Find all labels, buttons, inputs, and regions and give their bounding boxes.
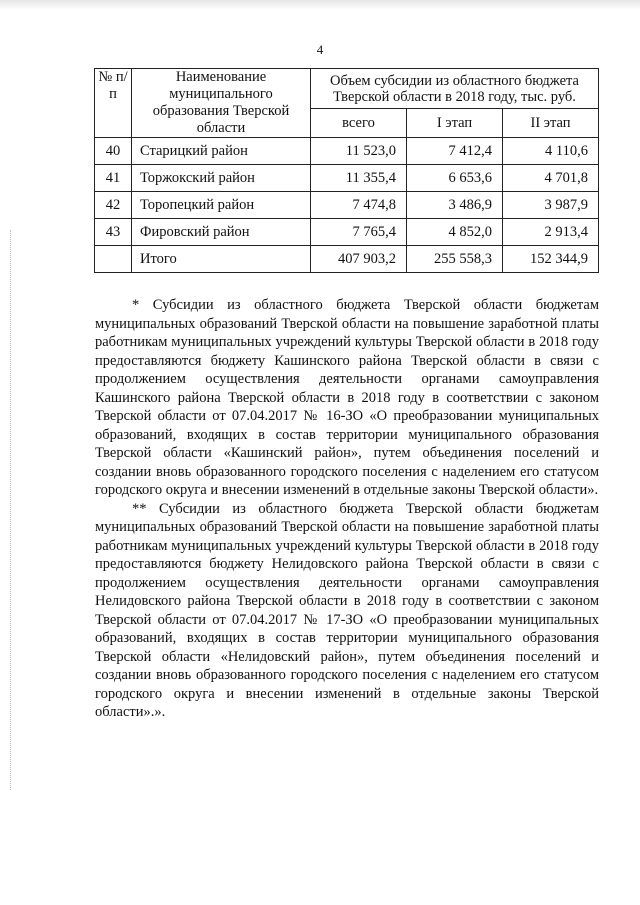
row-stage2: 2 913,4: [503, 219, 599, 246]
table-row: [95, 219, 599, 246]
header-num: № п/п: [95, 69, 132, 138]
row-total: 11 355,4: [311, 165, 407, 192]
row-name: Торжокский район: [132, 165, 311, 192]
row-stage1: 7 412,4: [407, 138, 503, 165]
total-row-label: Итого: [132, 246, 311, 273]
row-num: 41: [95, 165, 132, 192]
total-row-total: 407 903,2: [311, 246, 407, 273]
header-subsidy-volume: Объем субсидии из областного бюджета Тверской области в 2018 году, тыс. руб.: [311, 69, 599, 109]
row-num: 42: [95, 192, 132, 219]
scan-edge-top: [0, 0, 640, 10]
table-total-row: [95, 246, 599, 273]
row-name: Старицкий район: [132, 138, 311, 165]
scan-edge-left: [10, 230, 12, 790]
total-row-stage1: 255 558,3: [407, 246, 503, 273]
header-name: Наименование муниципального образования Тверской области: [132, 69, 311, 138]
row-stage2: 4 701,8: [503, 165, 599, 192]
row-stage2: 4 110,6: [503, 138, 599, 165]
row-total: 7 765,4: [311, 219, 407, 246]
row-num: 43: [95, 219, 132, 246]
row-num: 40: [95, 138, 132, 165]
row-name: Торопецкий район: [132, 192, 311, 219]
footnote-2: ** Субсидии из областного бюджета Тверской области бюджетам муниципальных образований Тверской области на повышение заработной платы работникам муниципальных учреждений культуры Тверской области в 2018 году предоставляются бюджету Нелидовского района Тверской области в связи с продолжением осуществления деятельности органами самоуправления Нелидовского района Тверской области в 2018 году в соответствии с законом Тверской области от 07.04.2017 № 17-ЗО «О преобразовании муниципальных образований, входящих в состав территории муниципального образования Тверской области «Нелидовский район», путем объединения поселений и создании вновь образованного городского поселения с наделением его статусом городского округа и внесении изменений в отдельные законы Тверской области».».: [95, 500, 599, 720]
total-row-stage2: 152 344,9: [503, 246, 599, 273]
row-total: 11 523,0: [311, 138, 407, 165]
header-stage2: II этап: [503, 109, 599, 138]
header-stage1: I этап: [407, 109, 503, 138]
total-row-num: [95, 246, 132, 273]
row-stage1: 6 653,6: [407, 165, 503, 192]
row-total: 7 474,8: [311, 192, 407, 219]
row-stage1: 4 852,0: [407, 219, 503, 246]
header-total: всего: [311, 109, 407, 138]
footnotes: [95, 296, 599, 722]
row-name: Фировский район: [132, 219, 311, 246]
footnote-1: * Субсидии из областного бюджета Тверской области бюджетам муниципальных образований Тверской области на повышение заработной платы работникам муниципальных учреждений культуры Тверской области в 2018 году предоставляются бюджету Кашинского района Тверской области в связи с продолжением осуществления деятельности органами самоуправления Кашинского района Тверской области в 2018 году в соответствии с законом Тверской области от 07.04.2017 № 16-ЗО «О преобразовании муниципальных образований, входящих в состав территории муниципального образования Тверской области «Кашинский район», путем объединения поселений и создании вновь образованного городского поселения с наделением его статусом городского округа и внесении изменений в отдельные законы Тверской области».: [95, 297, 599, 498]
subsidy-table: [94, 68, 599, 273]
table-header-row: [95, 69, 599, 109]
table-row: [95, 192, 599, 219]
row-stage1: 3 486,9: [407, 192, 503, 219]
table-row: [95, 165, 599, 192]
row-stage2: 3 987,9: [503, 192, 599, 219]
table-row: [95, 138, 599, 165]
page-number: 4: [316, 42, 324, 57]
